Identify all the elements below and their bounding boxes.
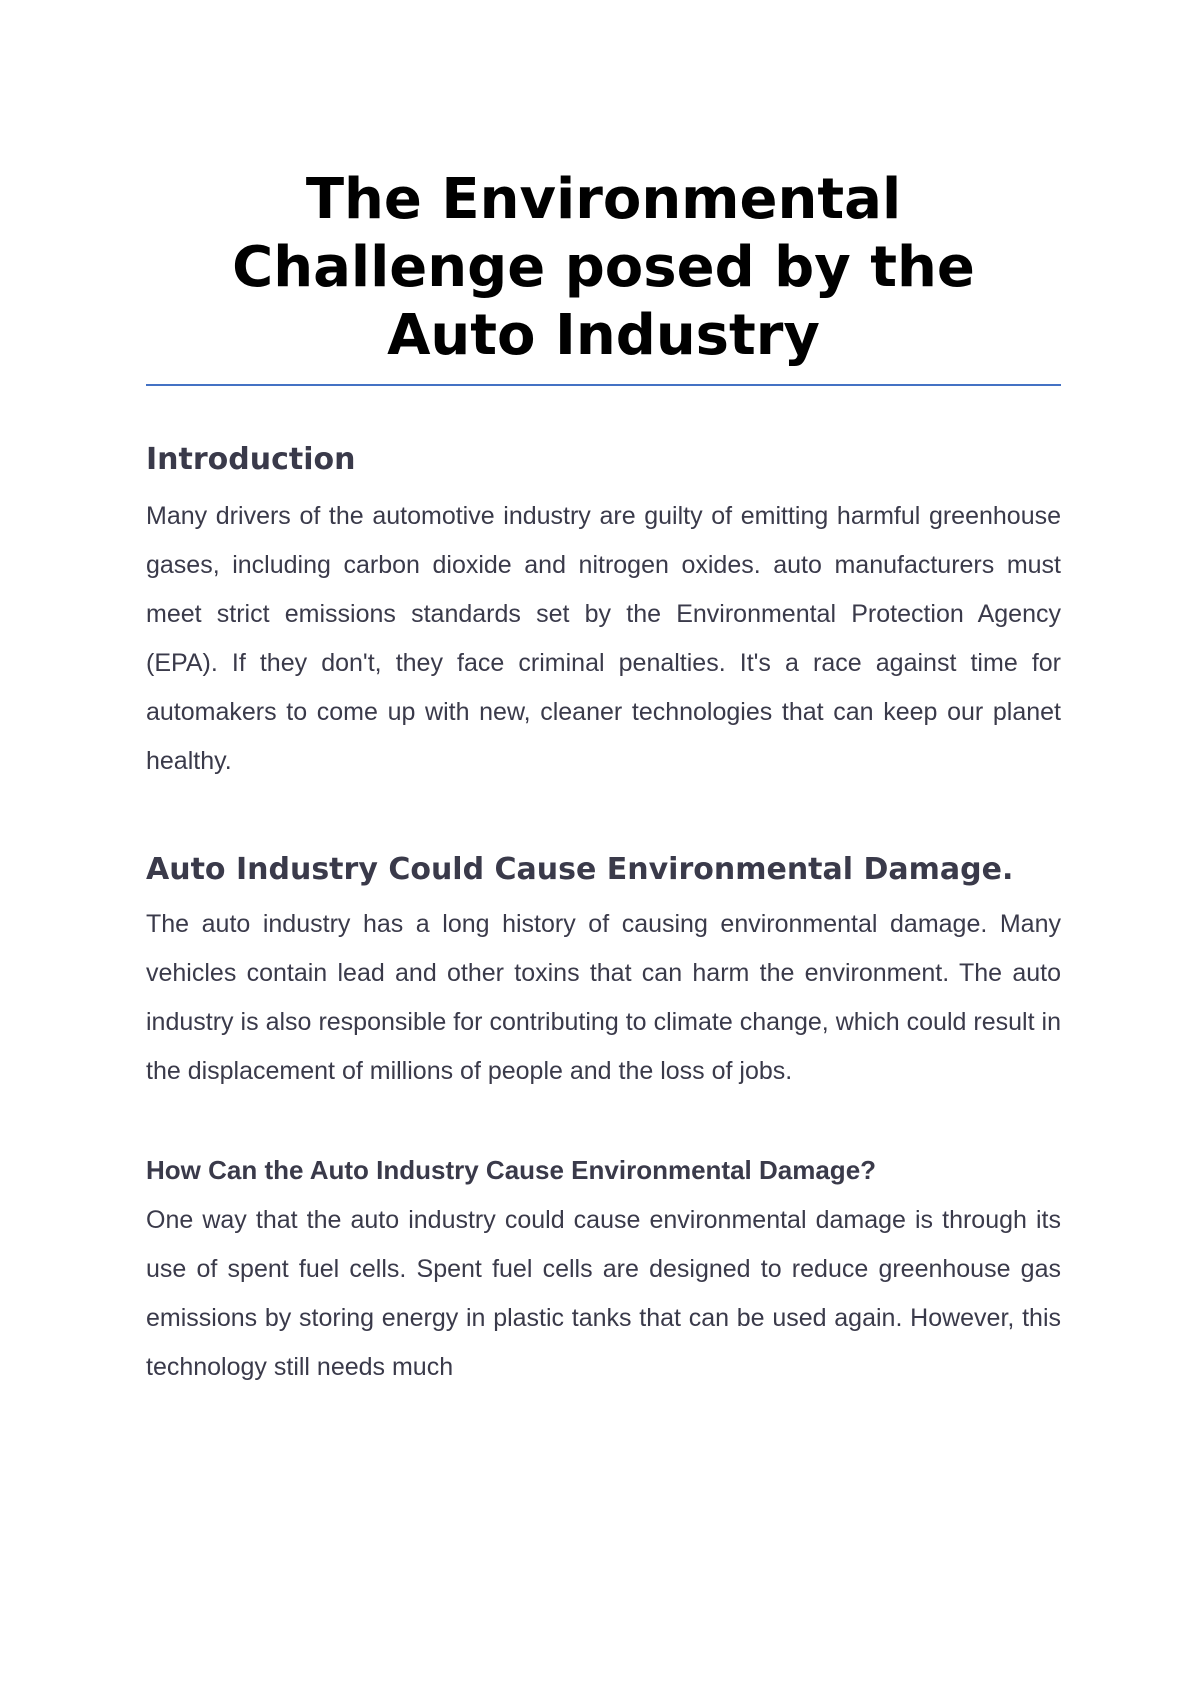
document-title: The Environmental Challenge posed by the Auto Industry	[146, 166, 1061, 386]
section-heading-environmental-damage: Auto Industry Could Cause Environmental Damage.	[146, 852, 1014, 887]
section-heading-introduction: Introduction	[146, 442, 356, 477]
section-body-environmental-damage: The auto industry has a long history of causing environmental damage. Many vehicles contain lead and other toxins that can harm the environment. The auto industry is also responsible for contributing to climate change, which could result in the displacement of millions of people and the loss of jobs.	[146, 910, 1061, 1085]
section-body-introduction: Many drivers of the automotive industry are guilty of emitting harmful greenhouse gases, including carbon dioxide and nitrogen oxides. auto manufacturers must meet strict emissions standards set by the Environmental Protection Agency (EPA). If they don't, they face criminal penalties. It's a race against time for automakers to come up with new, cleaner technologies that can keep our planet healthy.	[146, 502, 1061, 775]
subsection-body-how-damage: One way that the auto industry could cause environmental damage is through its use of spent fuel cells. Spent fuel cells are designed to reduce greenhouse gas emissions by storing energy in plastic tanks that can be used again. However, this technology still needs much	[146, 1206, 1061, 1381]
subsection-heading-how-damage: How Can the Auto Industry Cause Environmental Damage?	[146, 1155, 877, 1185]
document-content	[146, 166, 1061, 1392]
